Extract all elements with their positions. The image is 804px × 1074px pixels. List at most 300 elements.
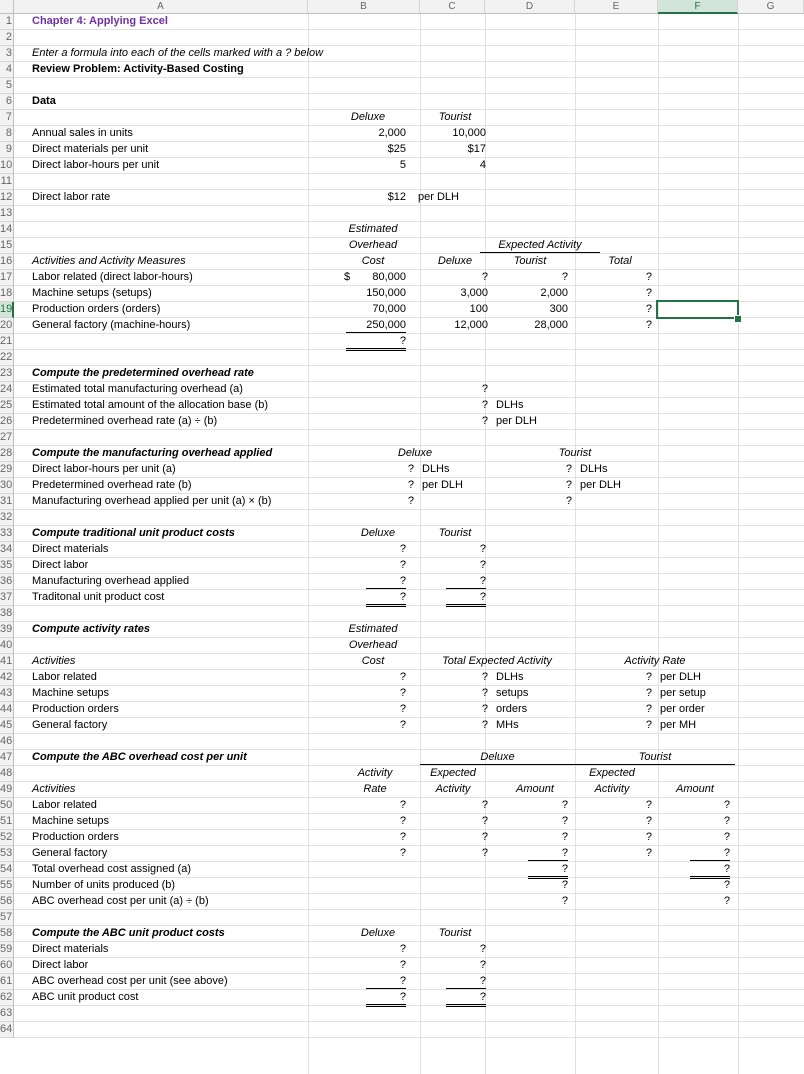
cell-dlh-deluxe[interactable]: 5 <box>399 159 406 171</box>
row-gridline <box>14 29 804 30</box>
row-gridline <box>14 573 804 574</box>
row-header-53[interactable]: 53 <box>0 846 14 862</box>
row-gridline <box>14 253 804 254</box>
column-header-d[interactable]: D <box>485 0 575 14</box>
row-header-40[interactable]: 40 <box>0 638 14 654</box>
row-gridline <box>14 93 804 94</box>
cell-cost-setups[interactable]: 150,000 <box>366 287 406 299</box>
cell-direct-labor-2[interactable]: Direct labor <box>32 959 89 971</box>
row-gridline <box>14 845 804 846</box>
cell-direct-materials-2[interactable]: Direct materials <box>32 943 109 955</box>
cell-abc-rate-q-1[interactable]: ? <box>399 815 406 827</box>
cell-abc-d-amt-q-0[interactable]: ? <box>561 799 568 811</box>
header-tourist-2[interactable]: Tourist <box>513 255 547 267</box>
row-header-2[interactable]: 2 <box>0 30 14 46</box>
active-cell-selection[interactable] <box>656 300 739 319</box>
cell-general-factory[interactable]: General factory <box>32 719 108 731</box>
cell-pohr-deluxe-q[interactable]: ? <box>407 479 414 491</box>
header-activity-d[interactable]: Activity <box>435 783 471 795</box>
row-gridline <box>14 557 804 558</box>
row-header-16[interactable]: 16 <box>0 254 14 270</box>
row-gridline <box>14 989 804 990</box>
cell-abc-t-amt-q-1[interactable]: ? <box>723 815 730 827</box>
cell-abc-unit-cost[interactable]: ABC unit product cost <box>32 991 139 1003</box>
cell-pohr-q[interactable]: ? <box>481 415 488 427</box>
row-header-50[interactable]: 50 <box>0 798 14 814</box>
cell-moh-tourist-q[interactable]: ? <box>565 495 572 507</box>
cell-abc-dm-deluxe[interactable]: ? <box>399 943 406 955</box>
cell-activities-2[interactable]: Activities <box>32 783 76 795</box>
cell-abc-t-act-q-3[interactable]: ? <box>645 847 652 859</box>
cell-ar-cost-q-0[interactable]: ? <box>399 671 406 683</box>
row-header-63[interactable]: 63 <box>0 1006 14 1022</box>
row-header-48[interactable]: 48 <box>0 766 14 782</box>
cell-ar-unit-setups[interactable]: setups <box>496 687 529 699</box>
cell-labor-related-2[interactable]: Labor related <box>32 799 97 811</box>
row-header-14[interactable]: 14 <box>0 222 14 238</box>
cell-trad-moh-deluxe[interactable]: ? <box>366 575 406 589</box>
row-gridline <box>14 797 804 798</box>
cell-abc-d-total-q[interactable]: ? <box>528 863 568 879</box>
row-gridline <box>14 925 804 926</box>
cell-pohr-heading[interactable]: Compute the predetermined overhead rate <box>32 367 254 379</box>
header-cost-2[interactable]: Cost <box>361 655 385 667</box>
cell-cost-labor[interactable]: 80,000 <box>372 271 406 283</box>
row-gridline <box>14 701 804 702</box>
cell-abc-unit-heading[interactable]: Compute the ABC unit product costs <box>32 927 225 939</box>
row-gridline <box>14 461 804 462</box>
cell-production-orders-o[interactable]: Production orders (orders) <box>32 303 161 315</box>
cell-abc-d-act-q-3[interactable]: ? <box>481 847 488 859</box>
cell-trad-unit-cost[interactable]: Traditonal unit product cost <box>32 591 165 603</box>
row-header-17[interactable]: 17 <box>0 270 14 286</box>
cell-ar-unit-mhs[interactable]: MHs <box>496 719 519 731</box>
cell-est-moh-q[interactable]: ? <box>481 383 488 395</box>
cell-dlh-tourist-q[interactable]: ? <box>565 463 572 475</box>
cell-labor-tourist-q[interactable]: ? <box>561 271 568 283</box>
row-gridline <box>14 157 804 158</box>
cell-est-base-q[interactable]: ? <box>481 399 488 411</box>
row-header-29[interactable]: 29 <box>0 462 14 478</box>
row-header-12[interactable]: 12 <box>0 190 14 206</box>
cell-pohr-b[interactable]: Predetermined overhead rate (b) <box>32 479 192 491</box>
row-gridline <box>14 877 804 878</box>
header-rate[interactable]: Rate <box>363 783 387 795</box>
row-header-20[interactable]: 20 <box>0 318 14 334</box>
cell-ar-per-order[interactable]: per order <box>660 703 705 715</box>
row-gridline <box>14 717 804 718</box>
row-header-61[interactable]: 61 <box>0 974 14 990</box>
cell-dollar-sign[interactable]: $ <box>344 271 351 283</box>
cell-ar-unit-dlhs[interactable]: DLHs <box>496 671 524 683</box>
row-header-18[interactable]: 18 <box>0 286 14 302</box>
row-header-22[interactable]: 22 <box>0 350 14 366</box>
fill-handle[interactable] <box>734 315 742 323</box>
instruction-text[interactable]: Enter a formula into each of the cells marked with a ? below <box>32 47 324 59</box>
cell-labor-related[interactable]: Labor related <box>32 671 97 683</box>
row-gridline <box>14 749 804 750</box>
row-gridline <box>14 189 804 190</box>
sheet-title[interactable]: Chapter 4: Applying Excel <box>32 15 168 27</box>
cell-trad-dl-deluxe[interactable]: ? <box>399 559 406 571</box>
cell-trad-heading[interactable]: Compute traditional unit product costs <box>32 527 235 539</box>
row-gridline <box>14 957 804 958</box>
cell-ar-unit-orders[interactable]: orders <box>496 703 528 715</box>
cell-moh-deluxe-q[interactable]: ? <box>407 495 414 507</box>
column-header-c[interactable]: C <box>420 0 485 14</box>
header-overhead-2[interactable]: Overhead <box>348 639 398 651</box>
cell-units-produced[interactable]: Number of units produced (b) <box>32 879 176 891</box>
header-deluxe-6[interactable]: Deluxe <box>360 927 396 939</box>
row-header-4[interactable]: 4 <box>0 62 14 78</box>
cell-ar-cost-q-1[interactable]: ? <box>399 687 406 699</box>
cell-abc-oh-per-unit[interactable]: ABC overhead cost per unit (a) ÷ (b) <box>32 895 209 907</box>
header-amount-d[interactable]: Amount <box>516 783 554 795</box>
cell-abc-rate-q-0[interactable]: ? <box>399 799 406 811</box>
row-header-15[interactable]: 15 <box>0 238 14 254</box>
header-deluxe-4[interactable]: Deluxe <box>360 527 396 539</box>
row-header-19[interactable]: 19 <box>0 302 14 318</box>
row-header-51[interactable]: 51 <box>0 814 14 830</box>
header-deluxe-3[interactable]: Deluxe <box>397 447 433 459</box>
row-gridline <box>14 109 804 110</box>
cell-est-total-moh[interactable]: Estimated total manufacturing overhead (a) <box>32 383 243 395</box>
row-header-26[interactable]: 26 <box>0 414 14 430</box>
row-header-58[interactable]: 58 <box>0 926 14 942</box>
cell-abc-d-perunit-q[interactable]: ? <box>561 895 568 907</box>
cell-dlh-deluxe-q[interactable]: ? <box>407 463 414 475</box>
row-header-55[interactable]: 55 <box>0 878 14 894</box>
cell-pohr-tourist-q[interactable]: ? <box>565 479 572 491</box>
cell-ar-activity-q-1[interactable]: ? <box>481 687 488 699</box>
header-expected-activity[interactable]: Expected Activity <box>480 239 600 253</box>
row-gridline <box>14 397 804 398</box>
row-header-9[interactable]: 9 <box>0 142 14 158</box>
row-gridline <box>14 525 804 526</box>
row-header-33[interactable]: 33 <box>0 526 14 542</box>
header-total[interactable]: Total <box>608 255 632 267</box>
cell-abc-rate-q-2[interactable]: ? <box>399 831 406 843</box>
row-gridline <box>14 541 804 542</box>
row-header-21[interactable]: 21 <box>0 334 14 350</box>
row-header-37[interactable]: 37 <box>0 590 14 606</box>
cell-abc-t-units-q[interactable]: ? <box>723 879 730 891</box>
column-header-b[interactable]: B <box>308 0 420 14</box>
cell-direct-labor[interactable]: Direct labor <box>32 559 89 571</box>
cell-moh-applied[interactable]: Manufacturing overhead applied <box>32 575 190 587</box>
row-header-3[interactable]: 3 <box>0 46 14 62</box>
row-header-57[interactable]: 57 <box>0 910 14 926</box>
cell-dlh-per-unit[interactable]: Direct labor-hours per unit <box>32 159 160 171</box>
cell-abc-d-act-q-2[interactable]: ? <box>481 831 488 843</box>
cell-abc-dl-tourist[interactable]: ? <box>479 959 486 971</box>
cell-labor-deluxe-q[interactable]: ? <box>481 271 488 283</box>
cell-dlh-per-unit-a[interactable]: Direct labor-hours per unit (a) <box>32 463 176 475</box>
cell-dlhs-unit-3[interactable]: DLHs <box>580 463 608 475</box>
cell-dm-deluxe[interactable]: $25 <box>387 143 406 155</box>
cell-ar-per-mh[interactable]: per MH <box>660 719 697 731</box>
row-header-42[interactable]: 42 <box>0 670 14 686</box>
cell-abc-t-act-q-2[interactable]: ? <box>645 831 652 843</box>
cell-activities-measures[interactable]: Activities and Activity Measures <box>32 255 186 267</box>
cell-general-factory-2[interactable]: General factory <box>32 847 108 859</box>
cell-ar-activity-q-0[interactable]: ? <box>481 671 488 683</box>
cell-ar-cost-q-2[interactable]: ? <box>399 703 406 715</box>
cell-machine-setups[interactable]: Machine setups <box>32 687 110 699</box>
header-total-expected-activity[interactable]: Total Expected Activity <box>442 655 552 667</box>
cell-mh-deluxe[interactable]: 12,000 <box>454 319 488 331</box>
cell-moh-applied-heading[interactable]: Compute the manufacturing overhead applied <box>32 447 273 459</box>
cell-ar-per-setup[interactable]: per setup <box>660 687 706 699</box>
row-gridline <box>14 669 804 670</box>
row-header-43[interactable]: 43 <box>0 686 14 702</box>
row-header-30[interactable]: 30 <box>0 478 14 494</box>
column-header-e[interactable]: E <box>575 0 658 14</box>
row-header-39[interactable]: 39 <box>0 622 14 638</box>
row-header-6[interactable]: 6 <box>0 94 14 110</box>
header-tourist-3[interactable]: Tourist <box>558 447 592 459</box>
row-header-35[interactable]: 35 <box>0 558 14 574</box>
cell-abc-oh-see-above[interactable]: ABC overhead cost per unit (see above) <box>32 975 228 987</box>
row-header-38[interactable]: 38 <box>0 606 14 622</box>
cell-abc-t-act-q-1[interactable]: ? <box>645 815 652 827</box>
cell-abc-total-deluxe[interactable]: ? <box>366 991 406 1007</box>
cell-machine-setups-s[interactable]: Machine setups (setups) <box>32 287 152 299</box>
column-header-f[interactable]: F <box>658 0 738 14</box>
review-problem-title[interactable]: Review Problem: Activity-Based Costing <box>32 63 244 75</box>
header-activity[interactable]: Activity <box>357 767 393 779</box>
header-expected-t[interactable]: Expected <box>589 767 635 779</box>
column-header-g[interactable]: G <box>738 0 804 14</box>
row-gridline <box>14 733 804 734</box>
row-gridline <box>14 589 804 590</box>
cell-abc-t-amt-q-3[interactable]: ? <box>690 847 730 861</box>
cell-direct-materials[interactable]: Direct materials <box>32 543 109 555</box>
cell-abc-t-act-q-0[interactable]: ? <box>645 799 652 811</box>
cell-production-orders[interactable]: Production orders <box>32 703 119 715</box>
row-gridline <box>14 605 804 606</box>
header-overhead[interactable]: Overhead <box>348 239 398 251</box>
row-gridline <box>14 813 804 814</box>
cell-abc-d-act-q-0[interactable]: ? <box>481 799 488 811</box>
cell-abc-d-amt-q-2[interactable]: ? <box>561 831 568 843</box>
row-header-60[interactable]: 60 <box>0 958 14 974</box>
cell-ar-rate-q-3[interactable]: ? <box>645 719 652 731</box>
row-header-64[interactable]: 64 <box>0 1022 14 1038</box>
cell-ar-activity-q-3[interactable]: ? <box>481 719 488 731</box>
cell-abc-t-amt-q-2[interactable]: ? <box>723 831 730 843</box>
cell-dm-tourist[interactable]: $17 <box>467 143 486 155</box>
cell-per-dlh-2[interactable]: per DLH <box>422 479 463 491</box>
header-deluxe-2[interactable]: Deluxe <box>437 255 473 267</box>
cell-total-cost-q[interactable]: ? <box>346 335 406 351</box>
row-gridline <box>14 781 804 782</box>
cell-trad-dm-deluxe[interactable]: ? <box>399 543 406 555</box>
cell-abc-d-act-q-1[interactable]: ? <box>481 815 488 827</box>
row-gridline <box>14 349 804 350</box>
row-gridline <box>14 413 804 414</box>
cell-per-dlh-3[interactable]: per DLH <box>580 479 621 491</box>
cell-ar-activity-q-2[interactable]: ? <box>481 703 488 715</box>
row-header-49[interactable]: 49 <box>0 782 14 798</box>
cell-dl-rate-unit[interactable]: per DLH <box>418 191 459 203</box>
header-amount-t[interactable]: Amount <box>676 783 714 795</box>
row-gridline <box>14 333 804 334</box>
cell-ar-rate-q-1[interactable]: ? <box>645 687 652 699</box>
header-estimated[interactable]: Estimated <box>348 223 398 235</box>
row-gridline <box>14 493 804 494</box>
row-gridline <box>14 861 804 862</box>
cell-abc-dl-deluxe[interactable]: ? <box>399 959 406 971</box>
row-header-41[interactable]: 41 <box>0 654 14 670</box>
row-gridline <box>14 621 804 622</box>
cell-general-factory-mh[interactable]: General factory (machine-hours) <box>32 319 191 331</box>
section-data[interactable]: Data <box>32 95 56 107</box>
row-gridline <box>14 1021 804 1022</box>
row-gridline <box>14 61 804 62</box>
row-header-23[interactable]: 23 <box>0 366 14 382</box>
row-header-54[interactable]: 54 <box>0 862 14 878</box>
cell-activities[interactable]: Activities <box>32 655 76 667</box>
row-header-46[interactable]: 46 <box>0 734 14 750</box>
cell-ar-per-dlh[interactable]: per DLH <box>660 671 701 683</box>
column-header-a[interactable]: A <box>14 0 308 14</box>
cell-trad-moh-tourist[interactable]: ? <box>446 575 486 589</box>
row-header-52[interactable]: 52 <box>0 830 14 846</box>
cell-setups-deluxe[interactable]: 3,000 <box>460 287 488 299</box>
row-gridline <box>14 829 804 830</box>
header-deluxe-5[interactable]: Deluxe <box>420 751 575 765</box>
header-tourist-4[interactable]: Tourist <box>438 527 472 539</box>
cell-abc-t-total-q[interactable]: ? <box>690 863 730 879</box>
cell-abc-oh-deluxe[interactable]: ? <box>366 975 406 989</box>
cell-ar-rate-q-0[interactable]: ? <box>645 671 652 683</box>
row-gridline <box>14 205 804 206</box>
cell-mh-total-q[interactable]: ? <box>645 319 652 331</box>
row-header-44[interactable]: 44 <box>0 702 14 718</box>
cell-dlhs-unit[interactable]: DLHs <box>496 399 524 411</box>
cell-sales-deluxe[interactable]: 2,000 <box>378 127 406 139</box>
cell-pohr-unit[interactable]: per DLH <box>496 415 537 427</box>
row-header-24[interactable]: 24 <box>0 382 14 398</box>
cell-trad-dm-tourist[interactable]: ? <box>479 543 486 555</box>
cell-dm-per-unit[interactable]: Direct materials per unit <box>32 143 149 155</box>
row-header-25[interactable]: 25 <box>0 398 14 414</box>
cell-orders-total-q[interactable]: ? <box>645 303 652 315</box>
cell-ar-cost-q-3[interactable]: ? <box>399 719 406 731</box>
cell-cost-general[interactable]: 250,000 <box>346 319 406 333</box>
row-gridline <box>14 765 804 766</box>
row-header-1[interactable]: 1 <box>0 14 14 30</box>
row-gridline <box>14 269 804 270</box>
row-header-45[interactable]: 45 <box>0 718 14 734</box>
cell-dl-rate[interactable]: Direct labor rate <box>32 191 111 203</box>
cell-trad-dl-tourist[interactable]: ? <box>479 559 486 571</box>
cell-machine-setups-2[interactable]: Machine setups <box>32 815 110 827</box>
cell-pohr[interactable]: Predetermined overhead rate (a) ÷ (b) <box>32 415 218 427</box>
cell-abc-per-unit-heading[interactable]: Compute the ABC overhead cost per unit <box>32 751 247 763</box>
row-gridline <box>14 285 804 286</box>
header-tourist[interactable]: Tourist <box>438 111 472 123</box>
cell-trad-total-tourist[interactable]: ? <box>446 591 486 607</box>
cell-mh-tourist[interactable]: 28,000 <box>534 319 568 331</box>
select-all-corner[interactable] <box>0 0 14 14</box>
cell-production-orders-2[interactable]: Production orders <box>32 831 119 843</box>
row-header-34[interactable]: 34 <box>0 542 14 558</box>
cell-annual-sales[interactable]: Annual sales in units <box>32 127 133 139</box>
cell-trad-total-deluxe[interactable]: ? <box>366 591 406 607</box>
row-header-5[interactable]: 5 <box>0 78 14 94</box>
cell-abc-dm-tourist[interactable]: ? <box>479 943 486 955</box>
cell-abc-d-amt-q-3[interactable]: ? <box>528 847 568 861</box>
row-header-56[interactable]: 56 <box>0 894 14 910</box>
cell-labor-related-dlh[interactable]: Labor related (direct labor-hours) <box>32 271 193 283</box>
row-header-27[interactable]: 27 <box>0 430 14 446</box>
row-gridline <box>14 477 804 478</box>
row-header-7[interactable]: 7 <box>0 110 14 126</box>
header-expected-d[interactable]: Expected <box>430 767 476 779</box>
cell-setups-total-q[interactable]: ? <box>645 287 652 299</box>
row-gridline <box>14 141 804 142</box>
header-cost[interactable]: Cost <box>361 255 385 267</box>
header-tourist-6[interactable]: Tourist <box>438 927 472 939</box>
row-gridline <box>14 173 804 174</box>
cell-cost-orders[interactable]: 70,000 <box>372 303 406 315</box>
cell-activity-rates-heading[interactable]: Compute activity rates <box>32 623 150 635</box>
cell-ar-rate-q-2[interactable]: ? <box>645 703 652 715</box>
row-header-36[interactable]: 36 <box>0 574 14 590</box>
cell-abc-d-units-q[interactable]: ? <box>561 879 568 891</box>
row-gridline <box>14 1037 804 1038</box>
cell-abc-total-tourist[interactable]: ? <box>446 991 486 1007</box>
cell-abc-d-amt-q-1[interactable]: ? <box>561 815 568 827</box>
cell-total-oh-assigned[interactable]: Total overhead cost assigned (a) <box>32 863 191 875</box>
row-header-8[interactable]: 8 <box>0 126 14 142</box>
row-header-28[interactable]: 28 <box>0 446 14 462</box>
row-header-11[interactable]: 11 <box>0 174 14 190</box>
cell-abc-rate-q-3[interactable]: ? <box>399 847 406 859</box>
row-header-32[interactable]: 32 <box>0 510 14 526</box>
header-activity-rate[interactable]: Activity Rate <box>624 655 686 667</box>
cell-abc-oh-tourist[interactable]: ? <box>446 975 486 989</box>
cell-dl-rate-val[interactable]: $12 <box>387 191 406 203</box>
header-activity-t[interactable]: Activity <box>594 783 630 795</box>
cell-abc-t-amt-q-0[interactable]: ? <box>723 799 730 811</box>
cell-sales-tourist[interactable]: 10,000 <box>452 127 486 139</box>
cell-dlhs-unit-2[interactable]: DLHs <box>422 463 450 475</box>
header-deluxe[interactable]: Deluxe <box>350 111 386 123</box>
row-header-13[interactable]: 13 <box>0 206 14 222</box>
header-tourist-5[interactable]: Tourist <box>575 751 735 765</box>
cell-labor-total-q[interactable]: ? <box>645 271 652 283</box>
header-estimated-2[interactable]: Estimated <box>348 623 398 635</box>
cell-moh-applied-per-unit[interactable]: Manufacturing overhead applied per unit (a) × (b) <box>32 495 272 507</box>
cell-setups-tourist[interactable]: 2,000 <box>540 287 568 299</box>
cell-est-total-base[interactable]: Estimated total amount of the allocation base (b) <box>32 399 269 411</box>
row-gridline <box>14 365 804 366</box>
row-header-31[interactable]: 31 <box>0 494 14 510</box>
cell-orders-tourist[interactable]: 300 <box>549 303 568 315</box>
row-header-47[interactable]: 47 <box>0 750 14 766</box>
cell-dlh-tourist[interactable]: 4 <box>479 159 486 171</box>
row-header-62[interactable]: 62 <box>0 990 14 1006</box>
cell-abc-t-perunit-q[interactable]: ? <box>723 895 730 907</box>
row-gridline <box>14 429 804 430</box>
row-header-10[interactable]: 10 <box>0 158 14 174</box>
row-header-59[interactable]: 59 <box>0 942 14 958</box>
row-gridline <box>14 221 804 222</box>
cell-orders-deluxe[interactable]: 100 <box>469 303 488 315</box>
